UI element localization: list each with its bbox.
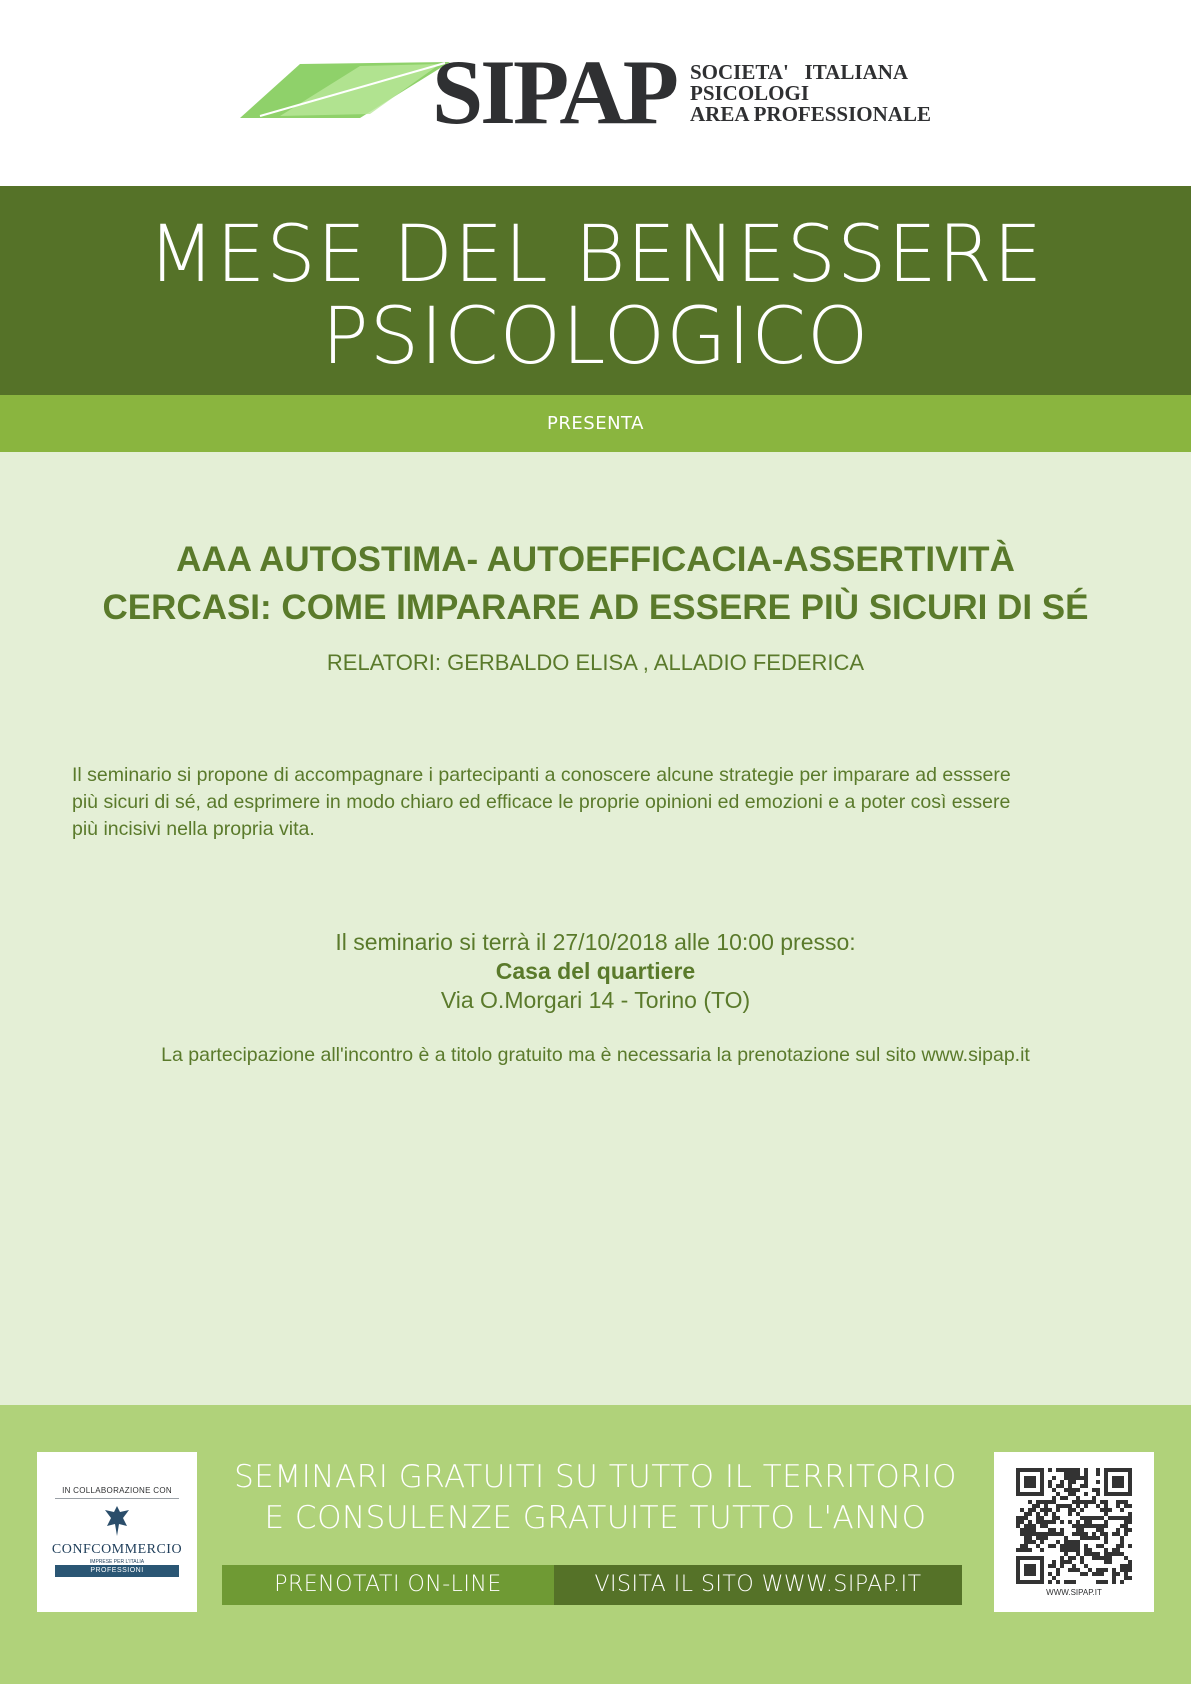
- logo-tagline: [690, 62, 931, 125]
- event-title: [20, 536, 1171, 632]
- promo-line2: E CONSULENZE GRATUITE TUTTO L'ANNO: [264, 1500, 927, 1536]
- logo-tagline-line: PSICOLOGI: [690, 81, 810, 105]
- presenta-band: [0, 395, 1191, 452]
- banner-title-line1: MESE DEL BENESSERE: [147, 210, 1044, 300]
- event-date-time: Il seminario si terrà il 27/10/2018 alle 10:00 presso:: [335, 929, 856, 955]
- divider: [55, 1498, 179, 1499]
- book-online-button[interactable]: PRENOTATI ON-LINE: [222, 1565, 554, 1605]
- event-address: Via O.Morgari 14 - Torino (TO): [440, 987, 751, 1013]
- sipap-logo-wing-icon: [240, 56, 450, 126]
- partner-name: CONFCOMMERCIO: [51, 1542, 183, 1557]
- partner-subtitle: IMPRESE PER L'ITALIA: [89, 1559, 145, 1565]
- speakers: RELATORI: GERBALDO ELISA , ALLADIO FEDERICA: [326, 650, 865, 675]
- eagle-icon: [103, 1504, 131, 1538]
- qr-code-icon: [1016, 1468, 1132, 1584]
- logo-tagline-line: AREA PROFESSIONALE: [690, 102, 931, 126]
- header: [0, 0, 1191, 186]
- event-description: [72, 762, 1132, 843]
- description-line: Il seminario si propone di accompagnare i partecipanti a conoscere alcune strategie per imparare ad esssere: [72, 764, 1011, 786]
- event-title-line: CERCASI: COME IMPARARE AD ESSERE PIÙ SICURI DI SÉ: [102, 588, 1089, 627]
- description-line: più incisivi nella propria vita.: [72, 818, 315, 840]
- title-band: [0, 186, 1191, 395]
- partner-caption: IN COLLABORAZIONE CON: [62, 1486, 172, 1495]
- description-line: più sicuri di sé, ad esprimere in modo chiaro ed efficace le proprie opinioni ed emozioni e a poter così essere: [72, 791, 1011, 813]
- promo-line1: SEMINARI GRATUITI SU TUTTO IL TERRITORIO: [234, 1459, 957, 1495]
- footer: [0, 1405, 1191, 1684]
- partner-logo: [37, 1452, 197, 1612]
- registration-note: La partecipazione all'incontro è a titolo gratuito ma è necessaria la prenotazione sul sito www.sipap.it: [161, 1044, 1030, 1066]
- presenta-label: PRESENTA: [547, 413, 644, 434]
- qr-code[interactable]: [994, 1452, 1154, 1612]
- event-content: [0, 452, 1191, 1405]
- qr-caption: WWW.SIPAP.IT: [1046, 1588, 1102, 1597]
- event-schedule: [0, 928, 1191, 1015]
- partner-bar: PROFESSIONI: [55, 1565, 179, 1577]
- event-venue: Casa del quartiere: [495, 958, 696, 984]
- logo-wordmark: SIPAP: [432, 41, 676, 143]
- banner-title-line2: PSICOLOGICO: [321, 292, 870, 382]
- logo-tagline-line: SOCIETA' ITALIANA: [690, 60, 909, 84]
- event-title-line: AAA AUTOSTIMA- AUTOEFFICACIA-ASSERTIVITÀ: [176, 540, 1015, 579]
- visit-site-button[interactable]: VISITA IL SITO WWW.SIPAP.IT: [554, 1565, 962, 1605]
